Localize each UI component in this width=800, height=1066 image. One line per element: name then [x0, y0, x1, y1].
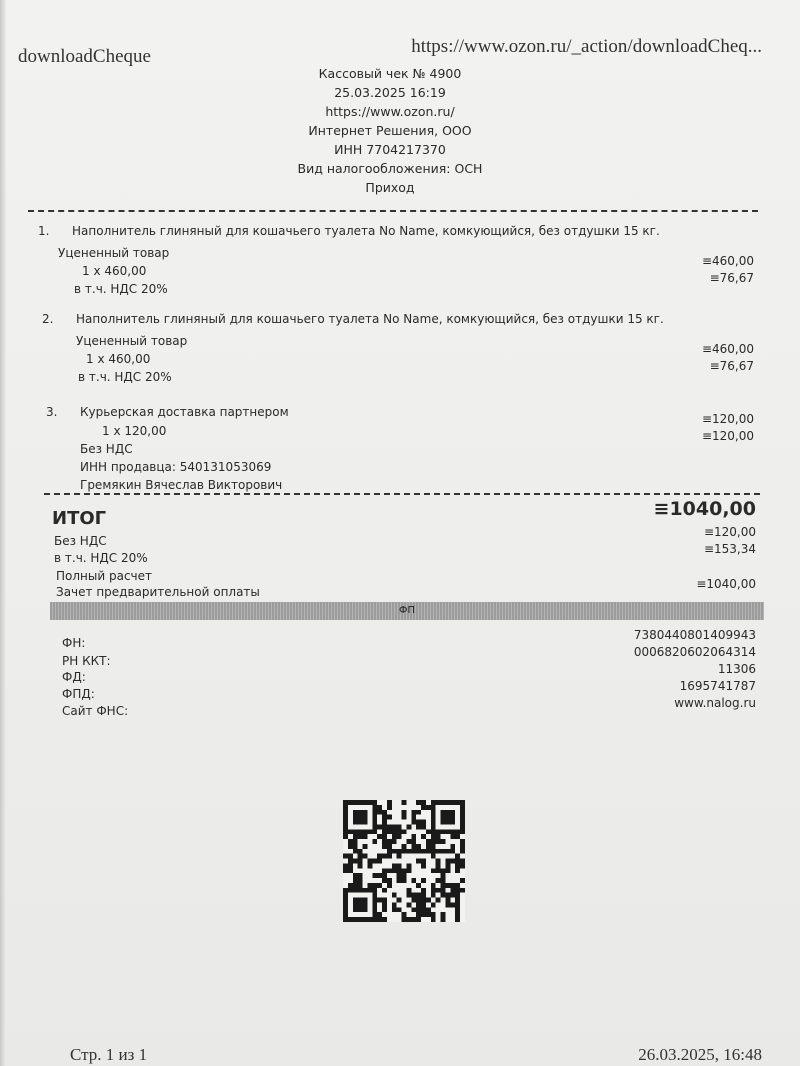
print-footer — [70, 1045, 762, 1065]
page-number: Стр. 1 из 1 — [70, 1045, 148, 1064]
item-vat-amount: ≡120,00 — [701, 429, 754, 443]
item-number: 3. — [46, 405, 58, 419]
item-qty-price: 1 x 120,00 — [102, 424, 167, 438]
item-title: Наполнитель глиняный для кошачьего туалета No Name, комкующийся, без отдушки 15 кг. — [76, 312, 664, 326]
receipt-site: https://www.ozon.ru/ — [325, 104, 455, 119]
item-seller-inn: ИНН продавца: 540131053069 — [80, 460, 272, 474]
vat-value: ≡153,34 — [703, 542, 756, 556]
item-vat-amount: ≡76,67 — [709, 359, 754, 373]
receipt-company: Интернет Решения, ООО — [308, 123, 472, 138]
fpd-label: ФПД: — [62, 687, 95, 701]
divider-bottom — [44, 493, 760, 495]
prepayment-value: ≡1040,00 — [696, 577, 756, 591]
item-seller-name: Гремякин Вячеслав Викторович — [80, 478, 283, 492]
paper-edge — [0, 0, 6, 1066]
site-label: Сайт ФНС: — [62, 704, 129, 718]
total-value: ≡1040,00 — [653, 498, 756, 520]
receipt-item — [46, 403, 746, 493]
item-qty-price: 1 x 460,00 — [82, 264, 147, 278]
no-vat-label: Без НДС — [54, 534, 107, 548]
item-title: Наполнитель глиняный для кошачьего туалета No Name, комкующийся, без отдушки 15 кг. — [72, 224, 660, 238]
prepayment-label: Зачет предварительной оплаты — [56, 585, 260, 599]
fd-label: ФД: — [62, 670, 86, 684]
item-vat-amount: ≡76,67 — [709, 271, 754, 285]
site-value: www.nalog.ru — [674, 696, 756, 710]
receipt-title: Кассовый чек № 4900 — [318, 66, 462, 81]
divider-top — [28, 210, 758, 212]
fn-value: 7380440801409943 — [633, 628, 756, 642]
item-vat: в т.ч. НДС 20% — [78, 370, 172, 384]
receipt-header — [190, 64, 590, 197]
vat-label: в т.ч. НДС 20% — [54, 551, 148, 565]
item-condition: Уцененный товар — [58, 246, 170, 260]
item-number: 2. — [42, 312, 54, 326]
item-title: Курьерская доставка партнером — [80, 405, 289, 419]
print-timestamp: 26.03.2025, 16:48 — [638, 1045, 762, 1064]
receipt-operation: Приход — [365, 180, 415, 195]
item-amount: ≡460,00 — [701, 254, 754, 268]
full-payment-label: Полный расчет — [56, 569, 152, 583]
print-header-title: downloadCheque — [18, 46, 151, 67]
no-vat-value: ≡120,00 — [703, 525, 756, 539]
receipt-datetime: 25.03.2025 16:19 — [334, 85, 446, 100]
receipt-tax-system: Вид налогообложения: ОСН — [297, 161, 483, 176]
rn-label: РН ККТ: — [62, 654, 111, 668]
item-amount: ≡460,00 — [701, 342, 754, 356]
item-vat: Без НДС — [80, 442, 133, 456]
item-condition: Уцененный товар — [76, 334, 188, 348]
item-qty-price: 1 x 460,00 — [86, 352, 151, 366]
receipt-item — [42, 310, 742, 390]
receipt-item — [38, 222, 738, 302]
item-number: 1. — [38, 224, 50, 238]
receipt-inn: ИНН 7704217370 — [334, 142, 446, 157]
total-label: ИТОГ — [52, 508, 107, 529]
fn-label: ФН: — [62, 636, 86, 650]
rn-value: 0006820602064314 — [633, 645, 756, 659]
fd-value: 11306 — [717, 662, 756, 676]
qr-code — [343, 800, 465, 922]
item-vat: в т.ч. НДС 20% — [74, 282, 168, 296]
fiscal-sign-bar: ФП — [50, 602, 764, 620]
item-amount: ≡120,00 — [701, 412, 754, 426]
fpd-value: 1695741787 — [679, 679, 756, 693]
print-header-url: https://www.ozon.ru/_action/downloadCheq... — [411, 36, 762, 57]
